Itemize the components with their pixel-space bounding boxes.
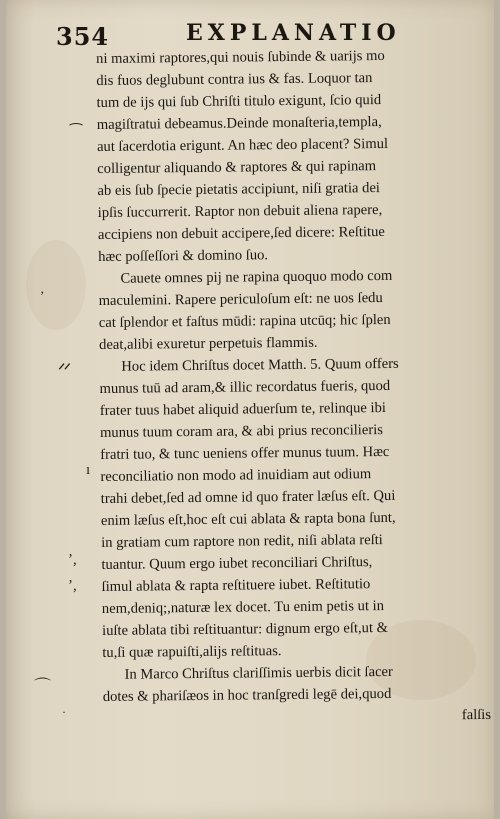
text-line: ipſis ſuccurrerit. Raptor non debuit aliena rapere, [97,202,383,221]
text-line: maculemini. Rapere periculoſum eſt: ne uos ſedu [98,290,383,309]
text-line: ab eis ſub ſpecie pietatis accipiunt, niſi gratia dei [97,180,381,199]
page-number: 354 [56,22,110,51]
text-line: dotes & phariſæos in hoc tranſgredi legē dei,quod [102,685,392,705]
margin-mark: ᐟᐟ [58,360,70,380]
margin-mark: ʼ, [68,578,77,594]
text-line: reconciliatio non modo ad inuidiam aut odium [100,466,372,485]
text-line: ni maximi raptores,qui nouis ſubinde & uarijs mo [96,47,385,67]
text-line: iuſte ablata tibi reſtituantur: dignum ergo eſt,ut & [102,619,389,639]
text-line: in gratiam cum raptore non redit, niſi ablata reſti [101,532,383,551]
running-title: EXPLANATIO [186,20,401,46]
text-line: In Marco Chriſtus clariſſimis uerbis dicit ſacer [124,663,393,683]
text-line: accipiens non debuit accipere,ſed dicere: Reſtitue [97,223,385,243]
margin-mark: ⌒ [34,677,51,696]
text-line: ſimul ablata & rapta reſtituere iubet. Reſtitutio [101,576,371,595]
text-line: dis fuos deglubunt contra ius & fas. Loquor tan [96,70,373,89]
text-line: trahi debet,ſed ad omne id quo frater læſus eſt. Qui [100,487,396,507]
text-line: cat ſplendor et faſtus mūdi: rapina utcūq; hic ſplen [98,311,391,331]
text-line: tum de ijs qui ſub Chriſti titulo exigunt, ſcio quid [96,92,382,111]
text-line: aut ſacerdotia erigunt. An hæc deo placent? Simul [96,135,389,155]
text-line: tuantur. Quum ergo iubet reconciliari Chriſtus, [101,554,373,573]
text-line: tu,ſi quæ rapuiſti,alijs reſtituas. [102,643,282,661]
book-page [6,0,494,819]
text-line: deat,alibi exuretur perpetuis flammis. [99,334,318,353]
body-text [96,44,491,730]
text-line: nem,deniq;,naturæ lex docet. Tu enim petis ut in [101,598,385,617]
text-line: frater tuus habet aliquid aduerſum te, relinque ibi [99,399,386,419]
text-line: magiſtratui debeamus.Deinde monaſteria,templa, [96,114,382,133]
margin-mark: ʼ, [68,552,77,568]
margin-mark: ı [86,462,91,478]
text-line: enim læſus eſt,hoc eſt cui ablata & rapta bona ſunt, [100,509,396,529]
text-line: falſis [461,706,492,724]
margin-mark: · [62,705,66,719]
text-line: fratri tuo, & tunc ueniens offer munus tuum. Hæc [100,443,390,463]
margin-mark: ʼ [40,288,45,303]
text-line: hæc poſſeſſori & domino ſuo. [98,247,269,265]
text-line: Cauete omnes pij ne rapina quoquo modo com [120,267,393,287]
text-line: colligentur aliquando & raptores & qui rapinam [97,158,377,177]
text-line: munus tuum coram ara, & abi prius reconcilieris [99,422,383,441]
margin-mark: ⁀ [70,125,83,141]
text-line: munus tuū ad aram,& illic recordatus fueris, quod [99,377,391,397]
paper-stain [26,240,86,330]
text-line: Hoc idem Chriſtus docet Matth. 5. Quum offers [121,355,399,375]
